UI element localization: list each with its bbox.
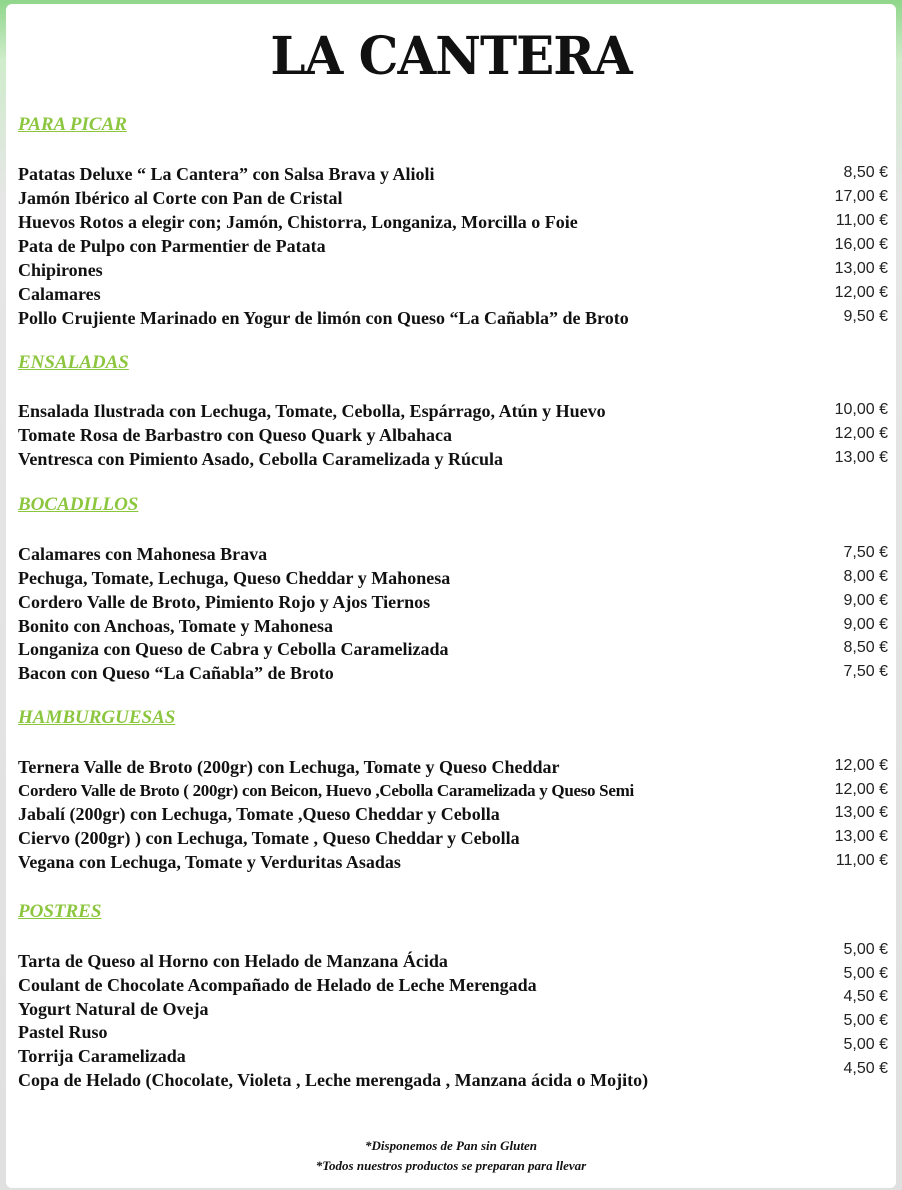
item-price: 12,00 € bbox=[834, 425, 888, 442]
item-price: 5,00 € bbox=[843, 1012, 888, 1029]
item-price: 11,00 € bbox=[835, 212, 888, 229]
menu-item bbox=[18, 544, 888, 567]
footer-note-gluten: *Disponemos de Pan sin Gluten bbox=[365, 1138, 537, 1153]
item-name: Cordero Valle de Broto ( 200gr) con Beicon, Huevo ,Cebolla Caramelizada y Queso Semi bbox=[18, 781, 634, 800]
item-name: Pechuga, Tomate, Lechuga, Queso Cheddar y Mahonesa bbox=[18, 568, 451, 588]
item-price: 12,00 € bbox=[834, 781, 888, 798]
item-price: 9,00 € bbox=[843, 592, 888, 609]
menu-item bbox=[18, 449, 888, 472]
item-name: Yogurt Natural de Oveja bbox=[18, 999, 209, 1019]
item-name: Jabalí (200gr) con Lechuga, Tomate ,Queso Cheddar y Cebolla bbox=[18, 804, 500, 824]
menu-item bbox=[18, 425, 888, 448]
item-price: 5,00 € bbox=[843, 965, 888, 982]
section-heading-bocadillos: BOCADILLOS bbox=[18, 494, 139, 515]
item-price: 16,00 € bbox=[834, 236, 888, 253]
item-price: 17,00 € bbox=[834, 188, 888, 205]
item-name: Chipirones bbox=[18, 260, 103, 280]
item-name: Torrija Caramelizada bbox=[18, 1046, 186, 1066]
item-price: 10,00 € bbox=[834, 401, 888, 418]
menu-item bbox=[18, 212, 888, 235]
section-heading-para-picar: PARA PICAR bbox=[18, 114, 127, 135]
menu-item bbox=[18, 260, 888, 283]
item-name: Bonito con Anchoas, Tomate y Mahonesa bbox=[18, 616, 334, 636]
item-name: Calamares con Mahonesa Brava bbox=[18, 544, 268, 564]
item-price: 8,50 € bbox=[843, 639, 888, 656]
item-name: Tarta de Queso al Horno con Helado de Manzana Ácida bbox=[18, 951, 448, 971]
item-price: 9,00 € bbox=[843, 616, 888, 633]
menu-item bbox=[18, 236, 888, 259]
item-price: 5,00 € bbox=[843, 1036, 888, 1053]
item-name: Pastel Ruso bbox=[18, 1022, 108, 1042]
menu-item bbox=[18, 164, 888, 187]
item-name: Vegana con Lechuga, Tomate y Verduritas Asadas bbox=[18, 852, 401, 872]
menu-item bbox=[18, 951, 818, 974]
menu-item bbox=[18, 401, 888, 424]
item-price: 7,50 € bbox=[843, 663, 888, 680]
menu-item bbox=[18, 592, 888, 615]
section-heading-ensaladas: ENSALADAS bbox=[18, 352, 129, 373]
item-name: Ciervo (200gr) ) con Lechuga, Tomate , Queso Cheddar y Cebolla bbox=[18, 828, 520, 848]
menu-item bbox=[18, 852, 888, 875]
menu-item bbox=[18, 568, 888, 591]
item-price: 8,00 € bbox=[843, 568, 888, 585]
item-name: Ensalada Ilustrada con Lechuga, Tomate, Cebolla, Espárrago, Atún y Huevo bbox=[18, 401, 606, 421]
item-name: Ventresca con Pimiento Asado, Cebolla Caramelizada y Rúcula bbox=[18, 449, 503, 469]
item-price: 13,00 € bbox=[834, 260, 888, 277]
item-name: Cordero Valle de Broto, Pimiento Rojo y Ajos Tiernos bbox=[18, 592, 431, 612]
menu-item bbox=[18, 828, 888, 851]
item-name: Longaniza con Queso de Cabra y Cebolla Caramelizada bbox=[18, 639, 449, 659]
menu-item bbox=[18, 284, 888, 307]
item-name: Copa de Helado (Chocolate, Violeta , Leche merengada , Manzana ácida o Mojito) bbox=[18, 1070, 649, 1090]
menu-item bbox=[18, 1022, 818, 1045]
menu-item bbox=[18, 757, 888, 780]
item-name: Bacon con Queso “La Cañabla” de Broto bbox=[18, 663, 334, 683]
section-heading-hamburguesas: HAMBURGUESAS bbox=[18, 707, 176, 728]
restaurant-title: LA CANTERA bbox=[270, 24, 632, 87]
item-price: 12,00 € bbox=[834, 757, 888, 774]
menu-item bbox=[18, 188, 888, 211]
menu-sheet bbox=[6, 4, 896, 1188]
menu-item bbox=[18, 1070, 818, 1093]
footer-note-takeaway: *Todos nuestros productos se preparan para llevar bbox=[315, 1158, 587, 1173]
item-price: 7,50 € bbox=[843, 544, 888, 561]
item-name: Ternera Valle de Broto (200gr) con Lechuga, Tomate y Queso Cheddar bbox=[18, 757, 560, 777]
menu-item bbox=[18, 308, 888, 331]
item-price: 13,00 € bbox=[834, 804, 888, 821]
item-price: 8,50 € bbox=[843, 164, 888, 181]
menu-item bbox=[18, 781, 888, 804]
item-price: 9,50 € bbox=[843, 308, 888, 325]
item-name: Tomate Rosa de Barbastro con Queso Quark y Albahaca bbox=[18, 425, 453, 445]
item-name: Coulant de Chocolate Acompañado de Helado de Leche Merengada bbox=[18, 975, 537, 995]
item-name: Huevos Rotos a elegir con; Jamón, Chistorra, Longaniza, Morcilla o Foie bbox=[18, 212, 578, 232]
menu-item bbox=[18, 616, 888, 639]
menu-item bbox=[18, 1046, 818, 1069]
menu-item bbox=[18, 999, 818, 1022]
item-price: 4,50 € bbox=[843, 988, 888, 1005]
item-name: Pata de Pulpo con Parmentier de Patata bbox=[18, 236, 326, 256]
item-price: 11,00 € bbox=[835, 852, 888, 869]
menu-item bbox=[18, 975, 818, 998]
menu-item bbox=[18, 663, 888, 686]
menu-item bbox=[18, 639, 888, 662]
item-name: Patatas Deluxe “ La Cantera” con Salsa Brava y Alioli bbox=[18, 164, 435, 184]
item-price: 4,50 € bbox=[843, 1060, 888, 1077]
item-name: Calamares bbox=[18, 284, 101, 304]
section-heading-postres: POSTRES bbox=[18, 901, 102, 922]
item-name: Jamón Ibérico al Corte con Pan de Cristal bbox=[18, 188, 343, 208]
item-price: 13,00 € bbox=[834, 449, 888, 466]
item-price: 12,00 € bbox=[834, 284, 888, 301]
menu-item bbox=[18, 804, 888, 827]
item-price: 5,00 € bbox=[843, 941, 888, 958]
item-price: 13,00 € bbox=[834, 828, 888, 845]
item-name: Pollo Crujiente Marinado en Yogur de limón con Queso “La Cañabla” de Broto bbox=[18, 308, 629, 328]
